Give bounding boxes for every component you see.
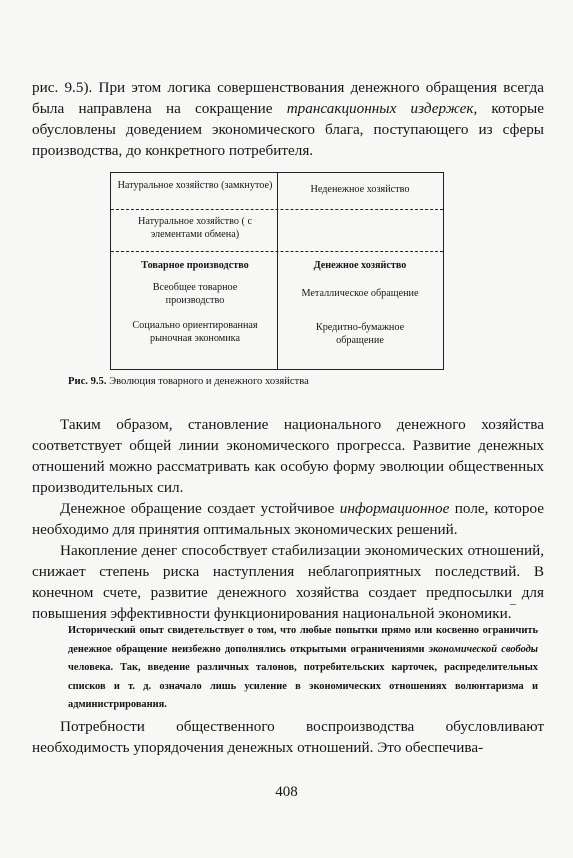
cell-non-monetary: Неденежное хозяйство	[310, 184, 410, 195]
paragraph-information-text: Денежное обращение создает устойчивое	[60, 500, 340, 517]
paragraph-intro-text: рис. 9.5). При этом логика совершенствования денежного обращения всегда была направлена на сокращение	[32, 79, 544, 117]
cell-credit-paper: Кредитно-бумажное обращение	[315, 322, 405, 346]
cell-social-market: Социально ориентированная рыночная экономика	[132, 320, 258, 344]
figure-evolution-table	[110, 172, 444, 370]
paragraph-intro	[32, 77, 544, 161]
figure-caption	[68, 376, 309, 387]
paragraph-formation: Таким образом, становление национального денежного хозяйства соответствует общей линии экономического прогресса. Развитие денежных отношений можно рассматривать как особую форму эволюции общественных производительных сил.	[32, 416, 544, 496]
paragraph-accumulation: Накопление денег способствует стабилизации экономических отношений, снижает степень риска наступления неблагоприятных последствий. В конечном счете, развитие денежного хозяйства создает предпосылки для повышения эффективности функционирования национальной экономики.	[32, 542, 544, 622]
historical-note-text: Исторический опыт свидетельствует о том, что любые попытки прямо или косвенно ограничить денежное обращение неизбежно дополнялись открытыми ограничениями	[68, 625, 538, 655]
paragraph-information-text-end: поле, которое необходимо для принятия оптимальных экономических решений.	[32, 500, 544, 538]
figure-caption-label: Рис. 9.5.	[68, 376, 107, 387]
paragraph-information-italic: информационное	[339, 500, 450, 517]
paragraph-intro-italic: трансакционных издержек	[286, 100, 474, 117]
figure-dashed-divider-1	[111, 209, 443, 210]
historical-note-italic: экономической свободы	[428, 643, 538, 655]
figure-column-divider	[277, 173, 278, 369]
cell-commodity-production: Товарное производство	[141, 260, 249, 271]
historical-note-text-end: человека. Так, введение различных талонов, потребительских карточек, распределительных списков и т. д. означало лишь усиление в экономических отношениях волюнтаризма и администрирования.	[68, 662, 538, 710]
figure-caption-text: Эволюция товарного и денежного хозяйства	[106, 376, 309, 387]
cell-metallic-circulation: Металлическое обращение	[301, 288, 419, 299]
cell-monetary-economy: Денежное хозяйство	[313, 260, 407, 271]
paragraph-needs: Потребности общественного воспроизводства обусловливают необходимость упорядочения денежных отношений. Это обеспечива-	[32, 718, 544, 756]
paragraph-information	[32, 498, 544, 540]
cell-universal-commodity: Всеобщее товарное производство	[152, 282, 238, 306]
cell-natural-exchange: Натуральное хозяйство ( с элементами обмена)	[138, 216, 252, 240]
paragraph-intro-text-end: , которые обусловлены доведением экономического блага, поступающего из сферы производства, до конкретного потребителя.	[32, 100, 545, 159]
page-number: 408	[275, 784, 298, 800]
figure-dashed-divider-2	[111, 251, 443, 252]
margin-mark	[510, 604, 516, 605]
historical-note	[68, 622, 538, 715]
cell-natural-closed: Натуральное хозяйство (замкнутое)	[117, 180, 273, 191]
